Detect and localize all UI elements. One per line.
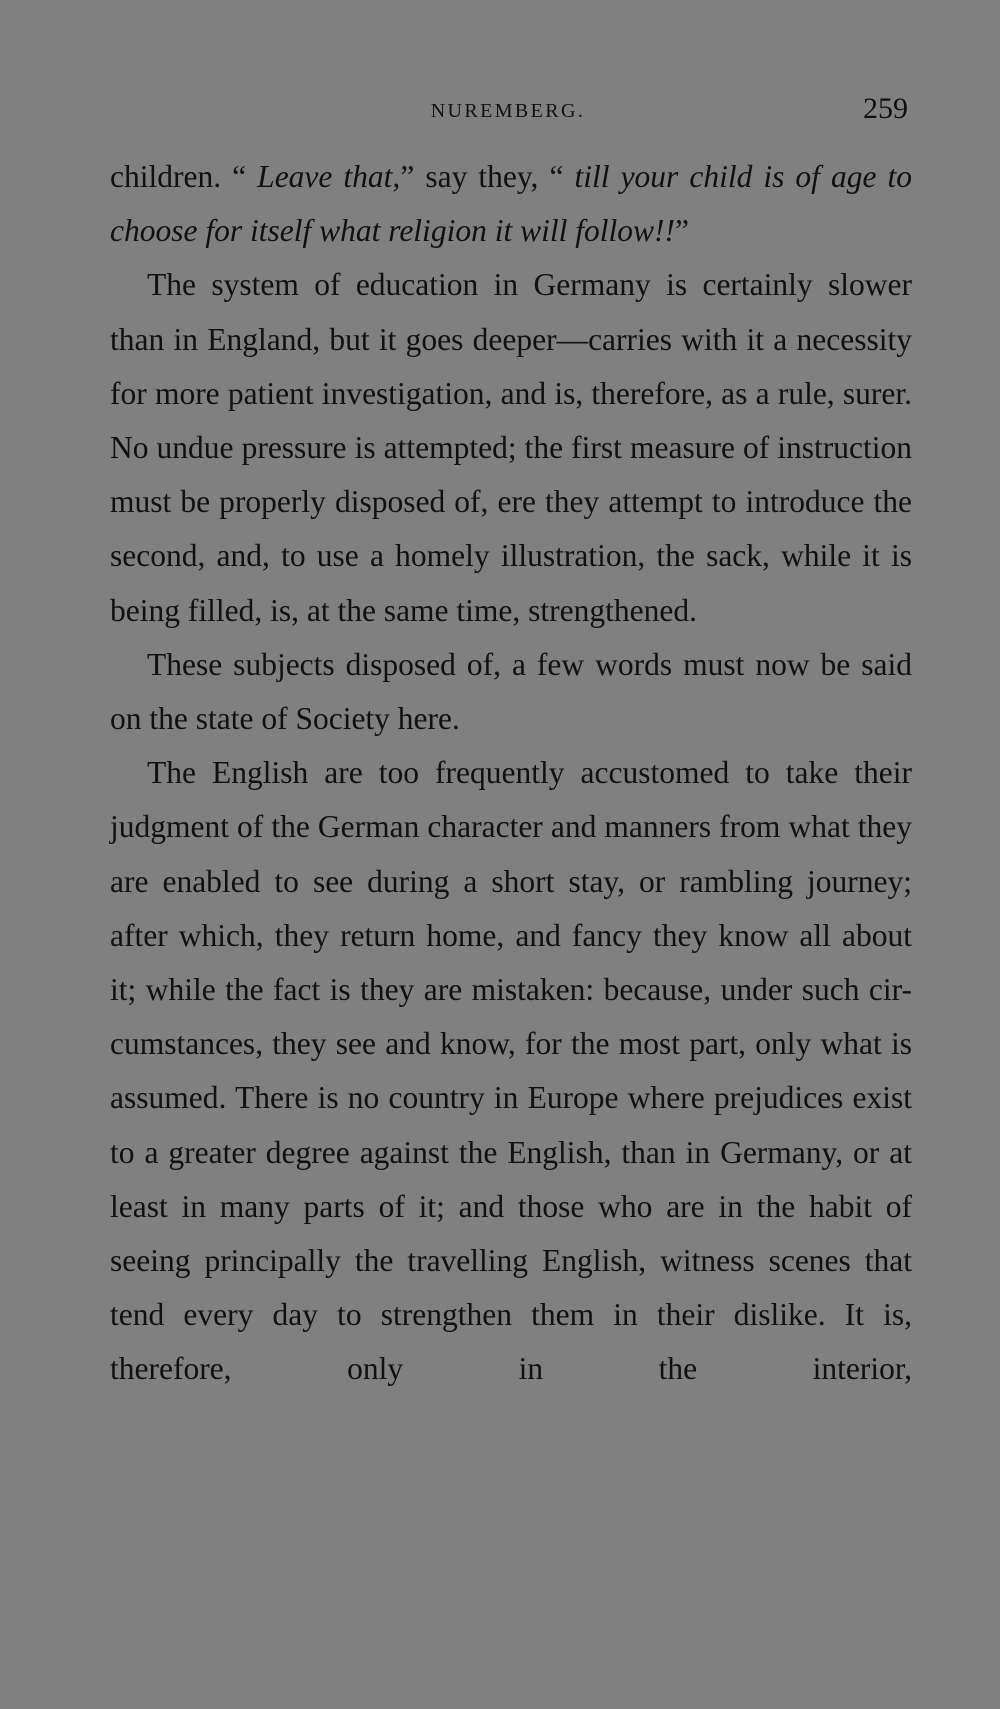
paragraph-4: The English are too frequently accustomed to take their judgment of the German character and manners from what they are enabled to see during a short stay, or rambling journey; after which, they return home, and fancy they know all about it; while the fact is they are mistaken: because, under such cir-cumstances, they see and know, for the most part, only what is assumed. There is no country in Europe where prejudices exist to a greater degree against the English, than in Germany, or at least in many parts of it; and those who are in the habit of seeing principally the travelling English, witness scenes that tend every day to strengthen them in their dislike. It is, therefore, only in the interior,: [110, 755, 912, 1387]
para1-quote-open-1: “: [221, 159, 258, 194]
para1-quote-italic-1: Leave that,: [257, 159, 401, 194]
body-text: [110, 150, 912, 1397]
para1-lead: children.: [110, 159, 222, 194]
paragraph-3: These subjects disposed of, a few words must now be said on the state of Society here.: [110, 646, 912, 737]
para1-quote-open-2: “: [549, 159, 575, 194]
page-number: 259: [863, 92, 908, 125]
running-title: NUREMBERG.: [430, 100, 586, 122]
para1-mid: say they,: [414, 159, 550, 194]
para1-quote-italic-2: till your child is of age to choose for itself what religion it will follow!!: [110, 159, 913, 249]
running-head: [108, 92, 908, 132]
paragraph-2: The system of education in Germany is certainly slower than in England, but it goes deeper—carries with it a necessity for more patient investigation, and is, therefore, as a rule, surer. No undue pressure is attempted; the first measure of instruction must be properly disposed of, ere they attempt to introduce the second, and, to use a homely illustration, the sack, while it is being filled, is, at the same time, strengthened.: [110, 267, 912, 628]
para1-quote-close-2: ”: [674, 213, 689, 249]
para1-quote-close-1: ”: [400, 159, 415, 194]
paragraph-1: [110, 150, 912, 258]
